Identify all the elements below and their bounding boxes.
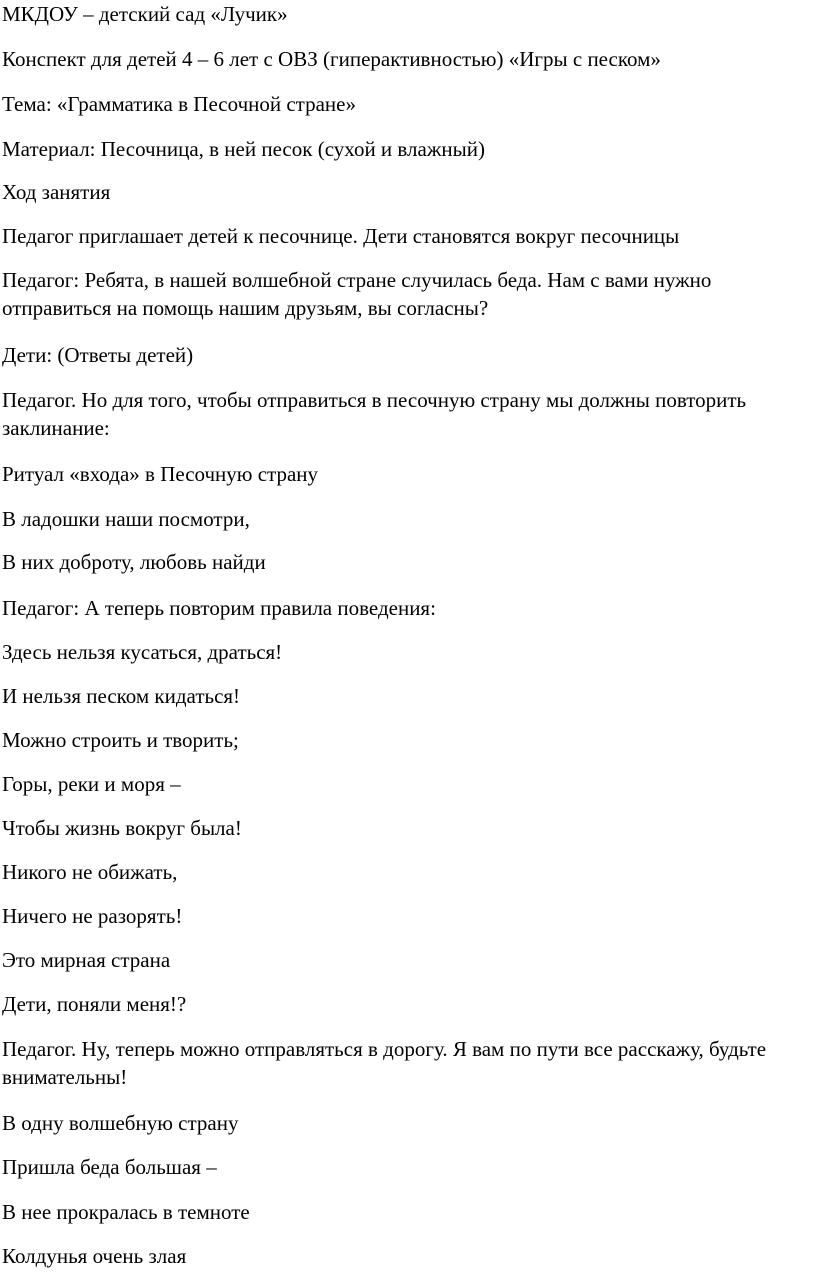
paragraph-topic: Тема: «Грамматика в Песочной стране» <box>2 92 356 116</box>
paragraph: Педагог: А теперь повторим правила поведения: <box>2 596 436 620</box>
poem-line: Это мирная страна <box>2 948 171 972</box>
poem-line: В нее прокралась в темноте <box>2 1200 250 1224</box>
poem-line: Здесь нельзя кусаться, драться! <box>2 640 283 664</box>
paragraph-lesson-heading: Ход занятия <box>2 180 111 204</box>
poem-line: Пришла беда большая – <box>2 1155 217 1179</box>
paragraph: Ритуал «входа» в Песочную страну <box>2 462 319 486</box>
paragraph-subtitle: Конспект для детей 4 – 6 лет с ОВЗ (гиперактивностью) «Игры с песком» <box>2 47 661 71</box>
poem-line: В ладошки наши посмотри, <box>2 507 250 531</box>
poem-line: В одну волшебную страну <box>2 1111 239 1135</box>
poem-line: Чтобы жизнь вокруг была! <box>2 816 242 840</box>
paragraph: Педагог. Ну, теперь можно отправляться в дорогу. Я вам по пути все расскажу, будьте внимательны! <box>2 1037 767 1089</box>
paragraph-title: МКДОУ – детский сад «Лучик» <box>2 2 288 26</box>
paragraph: Педагог приглашает детей к песочнице. Дети становятся вокруг песочницы <box>2 224 680 248</box>
poem-line: Можно строить и творить; <box>2 728 239 752</box>
paragraph: Педагог: Ребята, в нашей волшебной стране случилась беда. Нам с вами нужно отправиться на помощь нашим друзьям, вы согласны? <box>2 268 712 320</box>
poem-line: Никого не обижать, <box>2 860 178 884</box>
poem-line: Колдунья очень злая <box>2 1244 187 1268</box>
poem-line: Горы, реки и моря – <box>2 772 181 796</box>
poem-line: И нельзя песком кидаться! <box>2 684 241 708</box>
poem-line: Ничего не разорять! <box>2 904 183 928</box>
poem-line: В них доброту, любовь найди <box>2 550 266 574</box>
paragraph-material: Материал: Песочница, в ней песок (сухой и влажный) <box>2 137 485 161</box>
paragraph: Педагог. Но для того, чтобы отправиться в песочную страну мы должны повторить заклинание: <box>2 388 747 440</box>
paragraph: Дети: (Ответы детей) <box>2 343 194 367</box>
poem-line: Дети, поняли меня!? <box>2 992 187 1016</box>
